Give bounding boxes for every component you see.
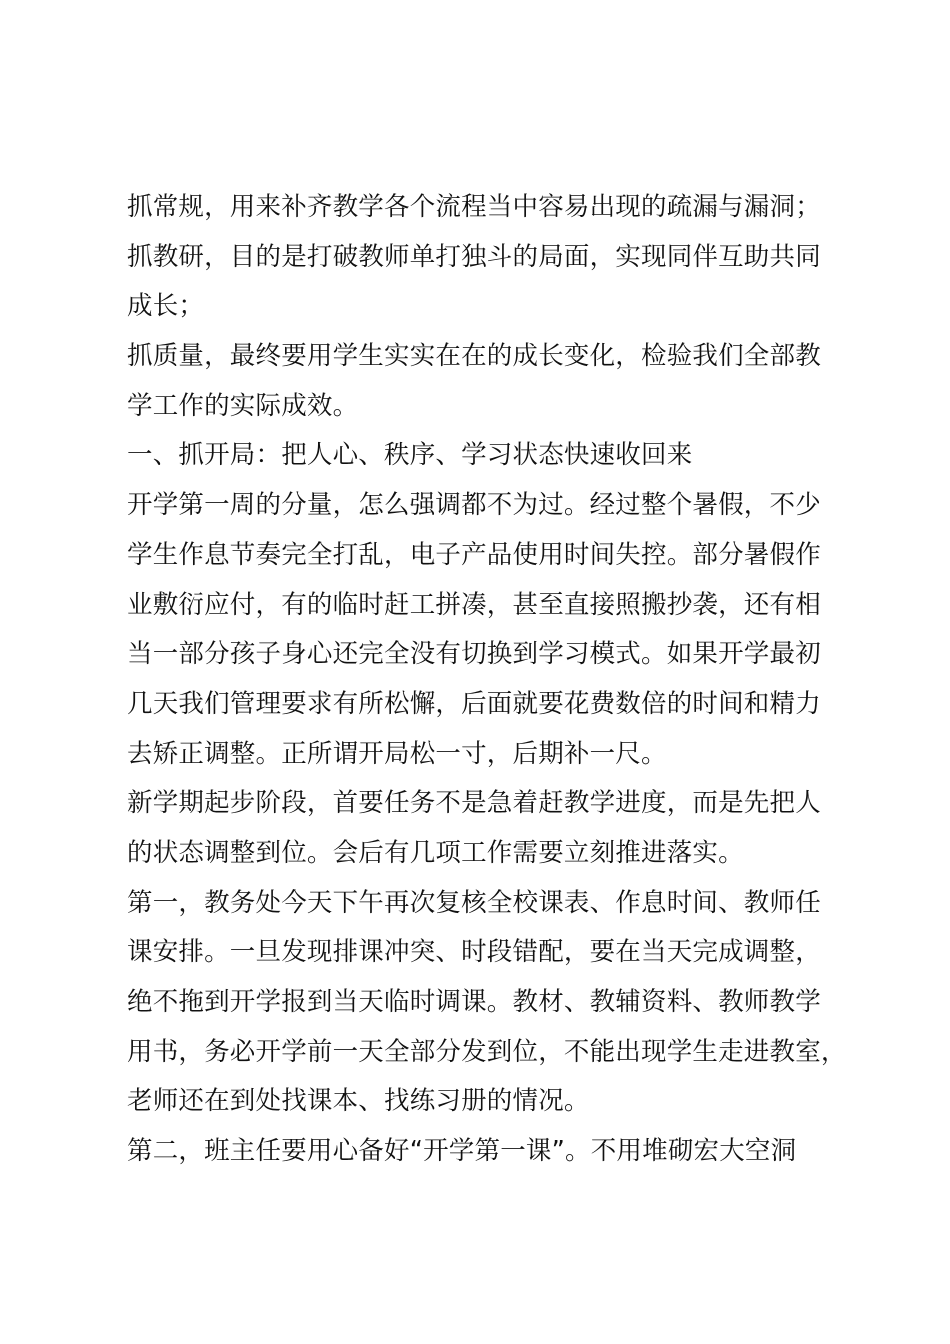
text-line: 学生作息节奏完全打乱，电子产品使用时间失控。部分暑假作: [127, 539, 821, 570]
text-line: 第一，教务处今天下午再次复核全校课表、作息时间、教师任: [127, 887, 821, 918]
text-line: 抓常规，用来补齐教学各个流程当中容易出现的疏漏与漏洞；: [127, 192, 821, 222]
section-heading: 一、抓开局：把人心、秩序、学习状态快速收回来: [127, 440, 693, 471]
text-line: 几天我们管理要求有所松懈，后面就要花费数倍的时间和精力: [127, 688, 821, 719]
text-line: 绝不拖到开学报到当天临时调课。教材、教辅资料、教师教学: [127, 987, 821, 1017]
text-line: 学工作的实际成效。: [127, 390, 359, 421]
text-line: 当一部分孩子身心还完全没有切换到学习模式。如果开学最初: [127, 639, 821, 670]
text-line: 新学期起步阶段，首要任务不是急着赶教学进度，而是先把人: [127, 788, 821, 819]
text-line: 成长；: [127, 291, 205, 322]
text-line: 老师还在到处找课本、找练习册的情况。: [127, 1086, 590, 1117]
document-body: [127, 183, 847, 1177]
text-line: 开学第一周的分量，怎么强调都不为过。经过整个暑假，不少: [127, 490, 821, 521]
text-line: 抓质量，最终要用学生实实在在的成长变化，检验我们全部教: [127, 341, 821, 372]
text-line: 的状态调整到位。会后有几项工作需要立刻推进落实。: [127, 837, 744, 868]
text-line: 去矫正调整。正所谓开局松一寸，后期补一尺。: [127, 738, 667, 769]
text-line: 抓教研，目的是打破教师单打独斗的局面，实现同伴互助共同: [127, 241, 821, 272]
text-line: 第二，班主任要用心备好“开学第一课”。不用堆砌宏大空洞: [127, 1136, 797, 1167]
text-line: 课安排。一旦发现排课冲突、时段错配，要在当天完成调整，: [127, 937, 821, 968]
text-line: 业敷衍应付，有的临时赶工拼凑，甚至直接照搬抄袭，还有相: [127, 589, 821, 620]
text-line: 用书，务必开学前一天全部分发到位，不能出现学生走进教室，: [127, 1036, 847, 1067]
